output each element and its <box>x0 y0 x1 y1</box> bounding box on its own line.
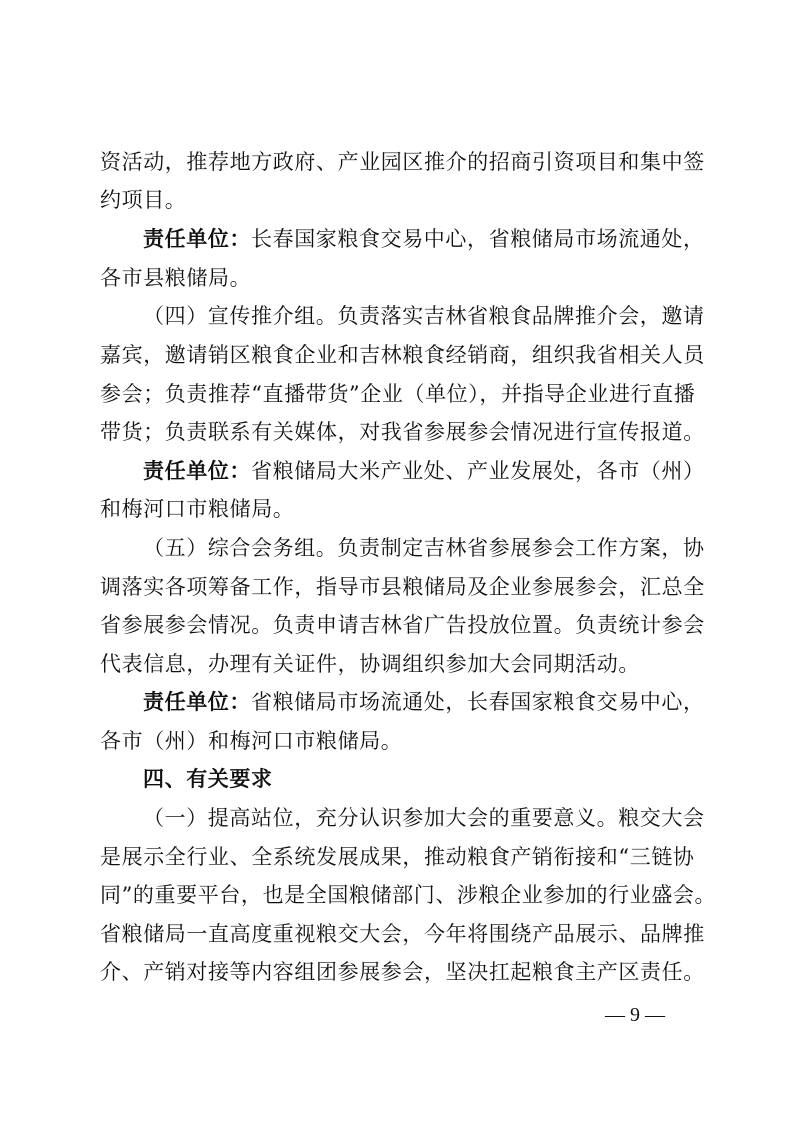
requirements-line-4: 省粮储局一直高度重视粮交大会，今年将围绕产品展示、品牌推 <box>100 922 705 946</box>
responsibility-line <box>143 456 705 486</box>
responsibility-text: 省粮储局大米产业处、产业发展处，各市（州） <box>251 459 705 483</box>
general-affairs-group-line-4: 代表信息，办理有关证件，协调组织参加大会同期活动。 <box>100 652 640 676</box>
requirements-line-2: 是展示全行业、全系统发展成果，推动粮食产销衔接和“三链协 <box>100 845 695 869</box>
responsibility-label: 责任单位： <box>143 227 251 251</box>
responsibility-label: 责任单位： <box>143 690 251 714</box>
section-heading: 四、有关要求 <box>143 767 273 791</box>
responsibility-text: 省粮储局市场流通处，长春国家粮食交易中心， <box>251 690 705 714</box>
general-affairs-group-line-3: 省参展参会情况。负责申请吉林省广告投放位置。负责统计参会 <box>100 613 705 637</box>
responsibility-line-2: 和梅河口市粮储局。 <box>100 497 295 521</box>
page-number: — 9 — <box>605 1004 665 1026</box>
responsibility-line-2: 各市（州）和梅河口市粮储局。 <box>100 729 403 753</box>
paragraph-1-line-1: 资活动，推荐地方政府、产业园区推介的招商引资项目和集中签 <box>100 150 705 174</box>
general-affairs-group-line-1: （五）综合会务组。负责制定吉林省参展参会工作方案，协 <box>143 536 705 560</box>
responsibility-line-2: 各市县粮储局。 <box>100 266 252 290</box>
responsibility-line <box>143 687 705 717</box>
requirements-line-3: 同”的重要平台，也是全国粮储部门、涉粮企业参加的行业盛会。 <box>100 883 717 907</box>
promotion-group-line-2: 嘉宾，邀请销区粮食企业和吉林粮食经销商，组织我省相关人员 <box>100 343 705 367</box>
responsibility-label: 责任单位： <box>143 459 251 483</box>
promotion-group-line-4: 带货；负责联系有关媒体，对我省参展参会情况进行宣传报道。 <box>100 420 705 444</box>
promotion-group-line-3: 参会；负责推荐“直播带货”企业（单位），并指导企业进行直播 <box>100 382 696 406</box>
promotion-group-line-1: （四）宣传推介组。负责落实吉林省粮食品牌推介会，邀请 <box>143 304 705 328</box>
requirements-line-1: （一）提高站位，充分认识参加大会的重要意义。粮交大会 <box>143 806 705 830</box>
general-affairs-group-line-2: 调落实各项筹备工作，指导市县粮储局及企业参展参会，汇总全 <box>100 575 705 599</box>
responsibility-line <box>143 224 705 254</box>
responsibility-text: 长春国家粮食交易中心，省粮储局市场流通处， <box>251 227 705 251</box>
paragraph-1-line-2: 约项目。 <box>100 188 187 212</box>
requirements-line-5: 介、产销对接等内容组团参展参会，坚决扛起粮食主产区责任。 <box>100 960 705 984</box>
